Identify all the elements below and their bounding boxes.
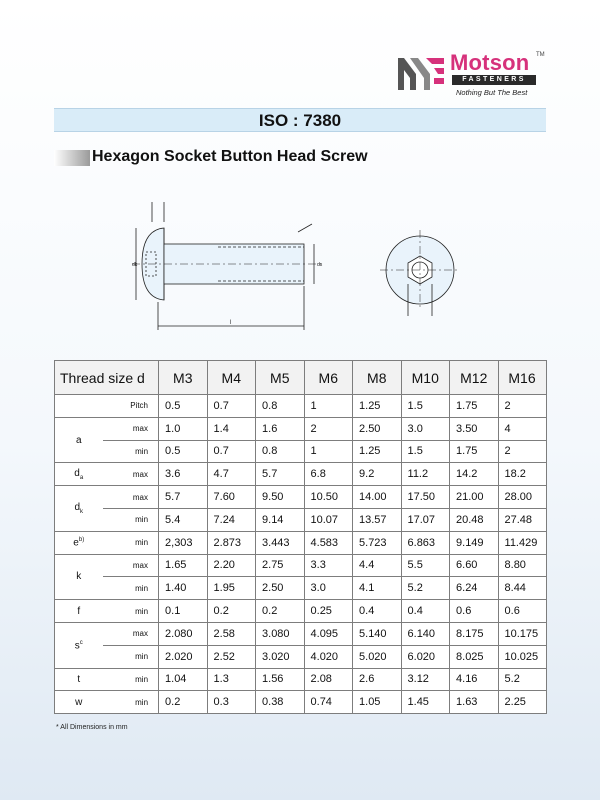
table-cell: 0.4 xyxy=(401,600,450,623)
table-cell: 1.75 xyxy=(450,395,499,418)
table-cell: 5.2 xyxy=(498,668,546,691)
table-cell: 2.25 xyxy=(498,691,546,714)
table-cell: 0.4 xyxy=(353,600,402,623)
table-cell: 10.175 xyxy=(498,622,546,645)
table-cell: 4.1 xyxy=(353,577,402,600)
table-cell: 8.80 xyxy=(498,554,546,577)
param-qualifier: min xyxy=(103,577,159,600)
table-row xyxy=(55,691,547,714)
table-cell: 0.38 xyxy=(256,691,305,714)
param-qualifier: max xyxy=(103,486,159,509)
table-cell: 3.50 xyxy=(450,417,499,440)
table-cell: 2.020 xyxy=(159,645,208,668)
table-cell: 17.07 xyxy=(401,508,450,531)
table-cell: 20.48 xyxy=(450,508,499,531)
table-cell: 1.4 xyxy=(207,417,256,440)
standard-banner xyxy=(54,108,546,132)
table-cell: 9.14 xyxy=(256,508,305,531)
table-cell: 17.50 xyxy=(401,486,450,509)
table-cell: 1.45 xyxy=(401,691,450,714)
table-row xyxy=(55,645,547,668)
table-cell: 2.50 xyxy=(256,577,305,600)
table-cell: 13.57 xyxy=(353,508,402,531)
table-cell: 0.6 xyxy=(450,600,499,623)
table-row xyxy=(55,554,547,577)
table-cell: 1.56 xyxy=(256,668,305,691)
table-cell: 4.7 xyxy=(207,463,256,486)
param-qualifier: min xyxy=(103,691,159,714)
table-cell: 3.12 xyxy=(401,668,450,691)
table-cell: 11.429 xyxy=(498,531,546,554)
table-cell: 14.00 xyxy=(353,486,402,509)
param-qualifier: min xyxy=(103,600,159,623)
table-cell: 3.080 xyxy=(256,622,305,645)
table-cell: 0.7 xyxy=(207,395,256,418)
table-cell: 27.48 xyxy=(498,508,546,531)
size-header: M4 xyxy=(207,361,256,395)
param-symbol: k xyxy=(55,554,103,600)
table-row xyxy=(55,600,547,623)
table-cell: 0.25 xyxy=(304,600,353,623)
param-symbol: a xyxy=(55,417,103,463)
table-row xyxy=(55,417,547,440)
table-cell: 1 xyxy=(304,440,353,463)
size-header: M16 xyxy=(498,361,546,395)
table-cell: 4.583 xyxy=(304,531,353,554)
param-symbol: f xyxy=(55,600,103,623)
table-cell: 5.7 xyxy=(256,463,305,486)
table-cell: 2.50 xyxy=(353,417,402,440)
table-cell: 2,303 xyxy=(159,531,208,554)
title-gradient-marker xyxy=(54,150,90,166)
table-cell: 2 xyxy=(498,395,546,418)
table-row xyxy=(55,395,547,418)
table-row xyxy=(55,508,547,531)
table-cell: 1 xyxy=(304,395,353,418)
size-header: M10 xyxy=(401,361,450,395)
table-cell: 2.08 xyxy=(304,668,353,691)
table-header-row xyxy=(55,361,547,395)
table-cell: 0.8 xyxy=(256,395,305,418)
brand-name: Motson xyxy=(450,50,530,75)
table-cell: 5.723 xyxy=(353,531,402,554)
param-qualifier: min xyxy=(103,508,159,531)
size-header: M6 xyxy=(304,361,353,395)
param-qualifier: max xyxy=(103,417,159,440)
table-cell: 1.6 xyxy=(256,417,305,440)
table-cell: 7.24 xyxy=(207,508,256,531)
table-cell: 10.50 xyxy=(304,486,353,509)
table-cell: 10.07 xyxy=(304,508,353,531)
table-cell: 9.50 xyxy=(256,486,305,509)
table-cell: 2.6 xyxy=(353,668,402,691)
length-dim-label: l xyxy=(230,320,232,326)
table-cell: 14.2 xyxy=(450,463,499,486)
param-symbol: $d_a$ xyxy=(55,463,103,486)
standard-label: ISO : 7380 xyxy=(258,111,342,130)
table-cell: 2.080 xyxy=(159,622,208,645)
table-cell: 4.095 xyxy=(304,622,353,645)
size-header: M3 xyxy=(159,361,208,395)
table-cell: 21.00 xyxy=(450,486,499,509)
table-cell: 3.020 xyxy=(256,645,305,668)
table-cell: 5.020 xyxy=(353,645,402,668)
table-cell: 4.16 xyxy=(450,668,499,691)
table-cell: 0.2 xyxy=(159,691,208,714)
side-left-dim-label: dk xyxy=(132,262,138,268)
table-cell: 0.2 xyxy=(256,600,305,623)
table-cell: 5.2 xyxy=(401,577,450,600)
table-cell: 0.1 xyxy=(159,600,208,623)
product-title: Hexagon Socket Button Head Screw xyxy=(92,148,368,165)
table-cell: 0.3 xyxy=(207,691,256,714)
thread-size-header: Thread size d xyxy=(55,361,159,395)
table-row xyxy=(55,463,547,486)
table-row xyxy=(55,577,547,600)
table-cell: 6.24 xyxy=(450,577,499,600)
table-row xyxy=(55,622,547,645)
param-symbol xyxy=(55,395,103,418)
table-cell: 3.0 xyxy=(304,577,353,600)
table-cell: 1.04 xyxy=(159,668,208,691)
table-cell: 3.3 xyxy=(304,554,353,577)
table-row xyxy=(55,486,547,509)
param-symbol: $d_k$ xyxy=(55,486,103,532)
table-cell: 1.75 xyxy=(450,440,499,463)
table-cell: 6.60 xyxy=(450,554,499,577)
param-qualifier: min xyxy=(103,668,159,691)
table-cell: 9.2 xyxy=(353,463,402,486)
table-cell: 6.140 xyxy=(401,622,450,645)
table-cell: 5.4 xyxy=(159,508,208,531)
table-cell: 1.65 xyxy=(159,554,208,577)
param-qualifier: min xyxy=(103,531,159,554)
spec-table xyxy=(54,360,547,714)
side-view-drawing-icon xyxy=(132,202,322,330)
table-cell: 2.52 xyxy=(207,645,256,668)
table-cell: 4.020 xyxy=(304,645,353,668)
table-cell: 0.74 xyxy=(304,691,353,714)
table-cell: 18.2 xyxy=(498,463,546,486)
param-qualifier: Pitch xyxy=(103,395,159,418)
table-cell: 3.0 xyxy=(401,417,450,440)
table-cell: 3.6 xyxy=(159,463,208,486)
size-header: M8 xyxy=(353,361,402,395)
table-cell: 3.443 xyxy=(256,531,305,554)
table-row xyxy=(55,440,547,463)
param-qualifier: max xyxy=(103,622,159,645)
table-cell: 4.4 xyxy=(353,554,402,577)
end-view-drawing-icon xyxy=(380,230,460,316)
param-qualifier: max xyxy=(103,554,159,577)
table-cell: 0.5 xyxy=(159,440,208,463)
table-cell: 1.40 xyxy=(159,577,208,600)
param-qualifier: min xyxy=(103,440,159,463)
table-cell: 2 xyxy=(304,417,353,440)
table-cell: 5.140 xyxy=(353,622,402,645)
table-cell: 6.863 xyxy=(401,531,450,554)
table-row xyxy=(55,531,547,554)
table-cell: 1.05 xyxy=(353,691,402,714)
table-cell: 2.20 xyxy=(207,554,256,577)
table-cell: 28.00 xyxy=(498,486,546,509)
side-right-dim-label: ds xyxy=(317,262,323,268)
param-symbol: t xyxy=(55,668,103,691)
table-cell: 1.25 xyxy=(353,395,402,418)
table-cell: 0.7 xyxy=(207,440,256,463)
table-cell: 1.5 xyxy=(401,395,450,418)
table-cell: 1.25 xyxy=(353,440,402,463)
product-title-row xyxy=(54,148,546,168)
param-symbol: w xyxy=(55,691,103,714)
size-header: M5 xyxy=(256,361,305,395)
table-cell: 2.75 xyxy=(256,554,305,577)
table-cell: 9.149 xyxy=(450,531,499,554)
table-cell: 8.175 xyxy=(450,622,499,645)
table-cell: 0.2 xyxy=(207,600,256,623)
size-header: M12 xyxy=(450,361,499,395)
table-cell: 6.020 xyxy=(401,645,450,668)
table-cell: 8.025 xyxy=(450,645,499,668)
param-qualifier: max xyxy=(103,463,159,486)
brand-logo xyxy=(398,50,548,98)
brand-tagline: Nothing But The Best xyxy=(456,88,528,97)
motson-logo-icon xyxy=(398,54,444,90)
brand-subline: FASTENERS xyxy=(452,75,536,85)
table-cell: 1.0 xyxy=(159,417,208,440)
table-cell: 1.63 xyxy=(450,691,499,714)
table-cell: 11.2 xyxy=(401,463,450,486)
table-cell: 2 xyxy=(498,440,546,463)
table-cell: 5.7 xyxy=(159,486,208,509)
brand-tm: TM xyxy=(536,52,545,58)
table-cell: 7.60 xyxy=(207,486,256,509)
table-cell: 4 xyxy=(498,417,546,440)
table-cell: 6.8 xyxy=(304,463,353,486)
table-cell: 1.3 xyxy=(207,668,256,691)
table-cell: 8.44 xyxy=(498,577,546,600)
table-cell: 0.8 xyxy=(256,440,305,463)
technical-drawing xyxy=(122,192,478,342)
table-cell: 2.873 xyxy=(207,531,256,554)
param-qualifier: min xyxy=(103,645,159,668)
table-cell: 1.95 xyxy=(207,577,256,600)
table-cell: 0.6 xyxy=(498,600,546,623)
param-symbol: $e^{b)}$ xyxy=(55,531,103,554)
table-cell: 2.58 xyxy=(207,622,256,645)
param-symbol: $s^c$ xyxy=(55,622,103,668)
table-row xyxy=(55,668,547,691)
table-cell: 10.025 xyxy=(498,645,546,668)
footnote: * All Dimensions in mm xyxy=(56,724,128,731)
table-cell: 1.5 xyxy=(401,440,450,463)
table-cell: 0.5 xyxy=(159,395,208,418)
table-cell: 5.5 xyxy=(401,554,450,577)
